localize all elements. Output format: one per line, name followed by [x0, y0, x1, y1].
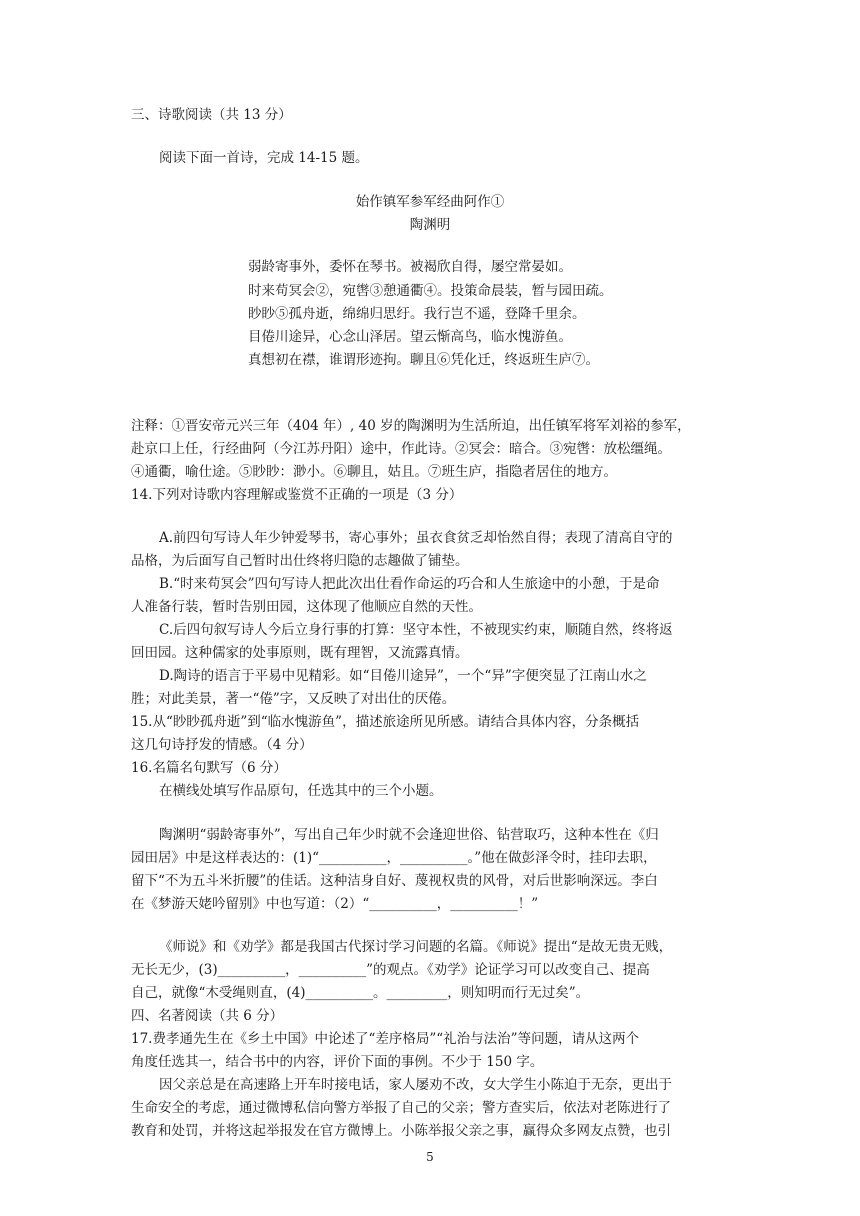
question-15-line: 这几句诗抒发的情感。（4 分）	[131, 737, 313, 753]
page-number: 5	[426, 1150, 434, 1164]
poem-title: 始作镇军参军经曲阿作①	[355, 194, 505, 210]
question-16-paragraph-line: 陶渊明“弱龄寄事外”，写出自己年少时就不会逢迎世俗、钻营取巧，这种本性在《归	[159, 827, 659, 843]
question-16-paragraph-line: 园田居》中是这样表达的：(1)“__________，__________。”他在做彭泽令时，挂印去职，	[131, 850, 657, 866]
notes-line: ④通衢，喻仕途。⑤眇眇：渺小。⑥聊且，姑且。⑦班生庐，指隐者居住的地方。	[131, 464, 617, 480]
question-16-paragraph-line: 在《梦游天姥吟留别》中也写道：（2）“__________，__________！”	[131, 896, 539, 912]
question-17-line: 17.费孝通先生在《乡土中国》中论述了“差序格局”“礼治与法治”等问题，请从这两个	[131, 1031, 640, 1047]
question-14-option-line: 人准备行装，暂时告别田园，这体现了他顺应自然的天性。	[131, 599, 482, 615]
question-14-option-line: D.陶诗的语言于平易中见精彩。如“目倦川途异”，一个“异”字便突显了江南山水之	[159, 668, 647, 684]
question-16-instruction: 在横线处填写作品原句，任选其中的三个小题。	[159, 783, 443, 799]
question-14-option-line: C.后四句叙写诗人今后立身行事的打算：坚守本性，不被现实约束，顺随自然，终将返	[159, 622, 673, 638]
poetry-instruction: 阅读下面一首诗，完成 14-15 题。	[159, 150, 369, 166]
question-16-paragraph-line: 留下“不为五斗米折腰”的佳话。这种洁身自好、蔑视权贵的风骨，对后世影响深远。李白	[131, 873, 658, 889]
question-16-paragraph-line: 自己，就像“木受绳则直，(4)__________。_________，则知明而行无过矣”。	[131, 985, 590, 1001]
question-14-stem: 14.下列对诗歌内容理解或鉴赏不正确的一项是（3 分）	[131, 487, 463, 503]
question-17-line: 因父亲总是在高速路上开车时接电话，家人屡劝不改，女大学生小陈迫于无奈，更出于	[159, 1077, 672, 1093]
question-14-option-line: B.“时来苟冥会”四句写诗人把此次出仕看作命运的巧合和人生旅途中的小憩，于是命	[159, 576, 660, 592]
notes-line: 注释：①晋安帝元兴三年（404 年）, 40 岁的陶渊明为生活所迫，出任镇军将军刘裕的参军，	[131, 418, 691, 434]
notes-line: 赴京口上任，行经曲阿（今江苏丹阳）途中，作此诗。②冥会：暗合。③宛辔：放松缰绳。	[131, 441, 671, 457]
question-14-option-line: A.前四句写诗人年少钟爱琴书，寄心事外；虽衣食贫乏却怡然自得；表现了清高自守的	[159, 530, 673, 546]
poem-line: 弱龄寄事外，委怀在琴书。被褐欣自得，屡空常晏如。	[248, 259, 572, 275]
question-14-option-line: 品格，为后面写自己暂时出仕终将归隐的志趣做了铺垫。	[131, 553, 469, 569]
poem-author: 陶渊明	[409, 217, 451, 233]
question-16-paragraph-line: 无长无少，(3)__________，__________”的观点。《劝学》论证学习可以改变自己、提高	[131, 962, 650, 978]
question-17-line: 角度任选其一，结合书中的内容，评价下面的事例。不少于 150 字。	[131, 1054, 544, 1070]
question-15-line: 15.从“眇眇孤舟逝”到“临水愧游鱼”，描述旅途所见所感。请结合具体内容，分条概括	[131, 714, 640, 730]
poem-line: 真想初在襟，谁谓形迹拘。聊且⑥凭化迁，终返班生庐⑦。	[248, 352, 599, 368]
poem-line: 目倦川途异，心念山泽居。望云惭高鸟，临水愧游鱼。	[248, 329, 572, 345]
question-17-line: 生命安全的考虑，通过微博私信向警方举报了自己的父亲；警方查实后，依法对老陈进行了	[131, 1100, 671, 1116]
question-14-option-line: 胜；对此美景，著一“倦”字，又反映了对出仕的厌倦。	[131, 691, 456, 707]
question-14-option-line: 回田园。这种儒家的处事原则，既有理智，又流露真情。	[131, 645, 469, 661]
question-16-paragraph-line: 《师说》和《劝学》都是我国古代探讨学习问题的名篇。《师说》提出“是故无贵无贱，	[159, 939, 673, 955]
question-17-line: 教育和处罚，并将这起举报发在官方微博上。小陈举报父亲之事，赢得众多网友点赞，也引	[131, 1123, 671, 1139]
section-heading-poetry: 三、诗歌阅读（共 13 分）	[131, 107, 292, 123]
question-16-stem: 16.名篇名句默写（6 分）	[131, 760, 287, 776]
poem-line: 时来苟冥会②，宛辔③憩通衢④。投策命晨装，暂与园田疏。	[248, 283, 613, 299]
poem-line: 眇眇⑤孤舟逝，绵绵归思纡。我行岂不遥，登降千里余。	[248, 306, 586, 322]
section-heading-classics: 四、名著阅读（共 6 分）	[131, 1008, 284, 1024]
